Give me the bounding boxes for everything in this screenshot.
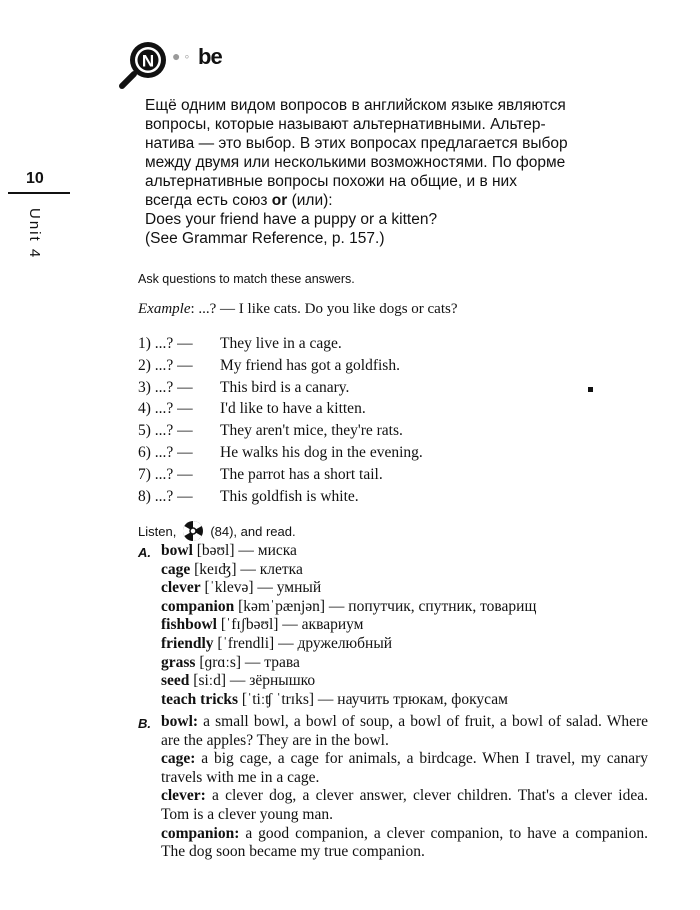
unit-label: Unit 4	[26, 208, 43, 260]
vocab-entry: fishbowl [ˈfɪʃbəʊl] — аквариум	[161, 616, 364, 634]
exercise-example	[138, 301, 458, 318]
usage-paragraph: bowl: a small bowl, a bowl of soup, a bowl of fruit, a bowl of salad. Where are the apples? They are in the bowl.	[161, 713, 648, 749]
vocab-entry: bowl [bəʊl] — миска	[161, 542, 297, 559]
vocab-entry: friendly [ˈfrendli] — дружелюбный	[161, 634, 393, 652]
usage-paragraph: companion: a good companion, a clever companion, to have a companion. The dog soon became my true companion.	[161, 824, 648, 861]
question-item: 1) ...? — They live in a cage.	[138, 335, 342, 352]
note-line: Ещё одним видом вопросов в английском языке являются	[145, 97, 566, 114]
section-a-label: A.	[138, 545, 151, 560]
usage-paragraph: clever: a clever dog, a clever answer, clever children. That's a clever idea. Tom is a clever young man.	[161, 787, 648, 823]
conjunction-or: or	[271, 192, 288, 209]
listen-line	[138, 520, 296, 542]
note-example: Does your friend have a puppy or a kitten?	[145, 211, 438, 228]
note-line: всегда есть союз or (или):	[145, 192, 333, 209]
page-number: 10	[26, 170, 44, 187]
question-list	[138, 333, 423, 507]
question-item: 2) ...? — My friend has got a goldfish.	[138, 356, 400, 374]
section-b-text	[161, 713, 648, 862]
vocab-entry: companion [kəmˈpænjən] — попутчик, спутник, товарищ	[161, 597, 537, 615]
vocab-entry: teach tricks [ˈtiːʧ ˈtrɪks] — научить трюкам, фокусам	[161, 690, 508, 708]
decorative-dots-icon: ● ◦	[172, 48, 190, 64]
magnifier-n-icon	[118, 40, 168, 90]
vocab-entry: grass [ɡrɑːs] — трава	[161, 653, 300, 671]
question-item: 8) ...? — This goldfish is white.	[138, 487, 359, 505]
section-b-label: B.	[138, 716, 151, 731]
note-line: альтернативные вопросы похожи на общие, и в них	[145, 173, 517, 190]
grammar-note	[145, 96, 645, 248]
note-line: между двумя или несколькими возможностями. По форме	[145, 154, 566, 171]
note-line: вопросы, которые называют альтернативными. Альтер-	[145, 116, 546, 133]
note-line: натива — это выбор. В этих вопросах предлагается выбор	[145, 135, 568, 152]
be-mark: be	[198, 44, 222, 69]
question-item: 6) ...? — He walks his dog in the evening.	[138, 443, 423, 461]
icon-letter: N	[141, 51, 155, 71]
usage-paragraph: cage: a big cage, a cage for animals, a birdcage. When I travel, my canary travels with me in a cage.	[161, 750, 648, 786]
audio-disc-icon	[182, 520, 204, 542]
example-label: Example	[138, 301, 191, 317]
example-text: : ...? — I like cats. Do you like dogs or cats?	[190, 301, 458, 317]
exercise-instruction: Ask questions to match these answers.	[138, 272, 355, 286]
page-number-rule	[8, 192, 70, 194]
note-reference: (See Grammar Reference, p. 157.)	[145, 230, 385, 247]
print-speck	[588, 387, 593, 392]
vocabulary-list	[161, 542, 536, 709]
question-item: 4) ...? — I'd like to have a kitten.	[138, 400, 366, 418]
question-item: 3) ...? — This bird is a canary.	[138, 378, 350, 396]
listen-text-before: Listen,	[138, 523, 177, 539]
question-item: 7) ...? — The parrot has a short tail.	[138, 465, 383, 483]
vocab-entry: seed [siːd] — зёрнышко	[161, 672, 316, 690]
vocab-entry: cage [keɪʤ] — клетка	[161, 560, 303, 578]
vocab-entry: clever [ˈklevə] — умный	[161, 579, 322, 597]
question-item: 5) ...? — They aren't mice, they're rats.	[138, 422, 403, 440]
listen-text-after: (84), and read.	[210, 523, 296, 539]
